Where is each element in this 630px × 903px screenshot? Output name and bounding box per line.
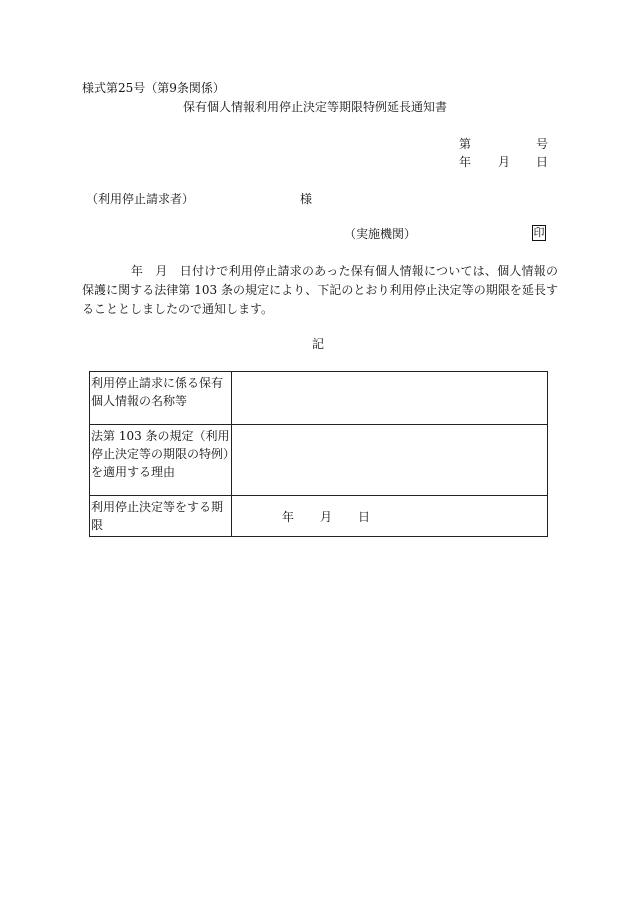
number-label-dai: 第	[459, 137, 472, 151]
honorific-sama: 様	[300, 192, 313, 206]
document-title: 保有個人情報利用停止決定等期限特例延長通知書	[183, 100, 448, 114]
date-year-label: 年	[459, 155, 472, 169]
seal-mark: 印	[533, 226, 545, 239]
row-label: 法第 103 条の規定（利用停止決定等の期限の特例）を適用する理由	[90, 425, 232, 496]
ki-heading: 記	[312, 337, 325, 351]
table-row	[90, 425, 548, 496]
date-month-label: 月	[498, 155, 511, 169]
row-value	[232, 425, 548, 496]
number-label-go: 号	[536, 137, 549, 151]
notice-body-text: 年 月 日付けで利用停止請求のあった保有個人情報については、個人情報の保護に関する法律第 103 条の規定により、下記のとおり利用停止決定等の期限を延長することとしましたので通知します。	[82, 264, 558, 316]
requester-label: （利用停止請求者）	[86, 192, 195, 206]
agency-label: （実施機関）	[344, 227, 417, 241]
deadline-day-label: 日	[358, 510, 371, 524]
deadline-year-label: 年	[282, 510, 295, 524]
row-label: 利用停止請求に係る保有個人情報の名称等	[90, 372, 232, 425]
row-value	[232, 372, 548, 425]
form-number: 様式第25号（第9条関係）	[82, 81, 225, 95]
date-day-label: 日	[536, 155, 549, 169]
deadline-date-cell	[232, 496, 548, 537]
row-label: 利用停止決定等をする期限	[90, 496, 232, 537]
record-table	[89, 371, 548, 537]
table-row	[90, 372, 548, 425]
table-row	[90, 496, 548, 537]
deadline-month-label: 月	[320, 510, 333, 524]
